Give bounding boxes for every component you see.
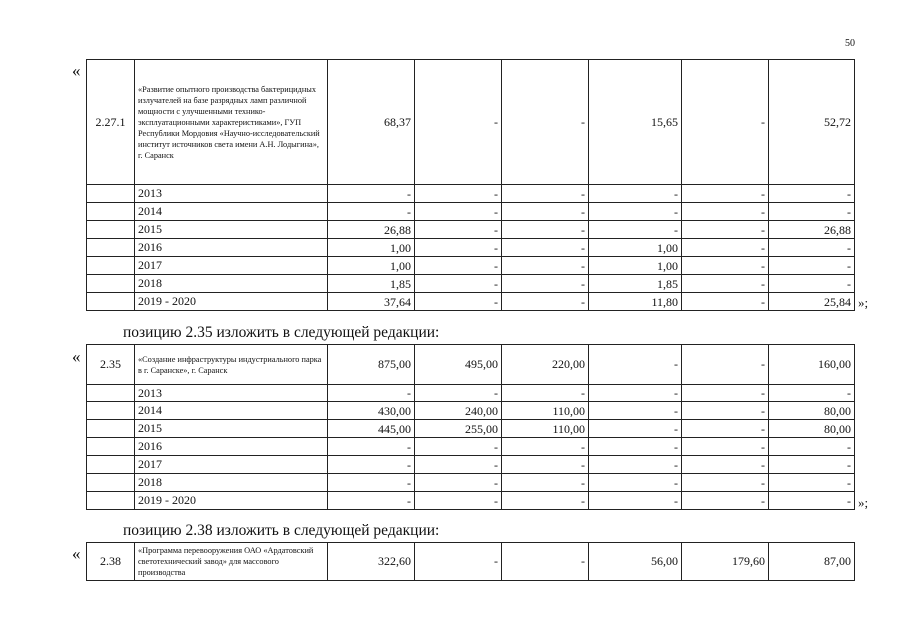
quote-open-3: « xyxy=(72,544,81,563)
year-cell: 2016 xyxy=(135,438,328,456)
quote-open-2: « xyxy=(72,347,81,366)
item-number: 2.27.1 xyxy=(87,60,135,185)
value-cell: - xyxy=(415,203,502,221)
value-cell: 220,00 xyxy=(502,345,589,385)
value-cell: - xyxy=(328,474,415,492)
value-cell: - xyxy=(589,385,682,402)
value-cell: - xyxy=(682,257,769,275)
value-cell: - xyxy=(502,185,589,203)
value-cell: 68,37 xyxy=(328,60,415,185)
year-cell: 2014 xyxy=(135,203,328,221)
value-cell: - xyxy=(502,474,589,492)
value-cell: 179,60 xyxy=(682,543,769,581)
table-row xyxy=(87,185,855,203)
item-number: 2.38 xyxy=(87,543,135,581)
value-cell: 87,00 xyxy=(769,543,855,581)
year-cell: 2013 xyxy=(135,185,328,203)
value-cell: 1,00 xyxy=(589,257,682,275)
value-cell: 322,60 xyxy=(328,543,415,581)
quote-open-1: « xyxy=(72,61,81,80)
value-cell: 1,00 xyxy=(589,239,682,257)
value-cell: - xyxy=(328,456,415,474)
value-cell: - xyxy=(502,438,589,456)
value-cell: - xyxy=(502,492,589,510)
value-cell: - xyxy=(502,221,589,239)
value-cell: - xyxy=(682,345,769,385)
value-cell: 26,88 xyxy=(328,221,415,239)
value-cell: 52,72 xyxy=(769,60,855,185)
value-cell: - xyxy=(682,385,769,402)
value-cell: - xyxy=(415,474,502,492)
value-cell: - xyxy=(502,293,589,311)
table-row xyxy=(87,239,855,257)
value-cell: - xyxy=(415,293,502,311)
table-row xyxy=(87,257,855,275)
value-cell: - xyxy=(415,185,502,203)
value-cell: 26,88 xyxy=(769,221,855,239)
value-cell: 875,00 xyxy=(328,345,415,385)
value-cell: - xyxy=(415,275,502,293)
value-cell: - xyxy=(502,239,589,257)
item-description: «Программа перевооружения ОАО «Ардатовский светотехнический завод» для массового производства xyxy=(135,543,328,581)
value-cell: - xyxy=(769,456,855,474)
year-cell: 2018 xyxy=(135,474,328,492)
table-row xyxy=(87,275,855,293)
value-cell: 15,65 xyxy=(589,60,682,185)
value-cell: 80,00 xyxy=(769,420,855,438)
value-cell: 495,00 xyxy=(415,345,502,385)
value-cell: - xyxy=(682,60,769,185)
value-cell: - xyxy=(328,492,415,510)
value-cell: 110,00 xyxy=(502,402,589,420)
item-description: «Создание инфраструктуры индустриального парка в г. Саранске», г. Саранск xyxy=(135,345,328,385)
value-cell: - xyxy=(502,543,589,581)
table-row xyxy=(87,492,855,510)
value-cell: - xyxy=(589,221,682,239)
value-cell: - xyxy=(769,385,855,402)
value-cell: - xyxy=(589,438,682,456)
year-cell: 2014 xyxy=(135,402,328,420)
table-row xyxy=(87,203,855,221)
value-cell: - xyxy=(502,60,589,185)
item-description: «Развитие опытного производства бактерицидных излучателей на базе разрядных ламп различной мощности с улучшенными технико-эксплуатационными характеристиками», ГУП Республики Мордовия «Научно-исследовательский институт источников света имени А.Н. Лодыгина», г. Саранск xyxy=(135,60,328,185)
value-cell: 445,00 xyxy=(328,420,415,438)
value-cell: - xyxy=(502,456,589,474)
value-cell: - xyxy=(589,420,682,438)
value-cell: - xyxy=(769,438,855,456)
value-cell: - xyxy=(415,543,502,581)
value-cell: 11,80 xyxy=(589,293,682,311)
value-cell: 160,00 xyxy=(769,345,855,385)
value-cell: 1,00 xyxy=(328,239,415,257)
value-cell: - xyxy=(769,257,855,275)
table-2-38 xyxy=(86,542,855,581)
value-cell: - xyxy=(589,402,682,420)
value-cell: - xyxy=(328,438,415,456)
value-cell: - xyxy=(589,203,682,221)
table-row xyxy=(87,474,855,492)
value-cell: 430,00 xyxy=(328,402,415,420)
value-cell: - xyxy=(682,221,769,239)
heading-2-38: позицию 2.38 изложить в следующей редакции: xyxy=(123,522,440,539)
year-cell: 2013 xyxy=(135,385,328,402)
table-row-main xyxy=(87,60,855,185)
value-cell: - xyxy=(589,492,682,510)
heading-2-35: позицию 2.35 изложить в следующей редакции: xyxy=(123,324,440,341)
value-cell: - xyxy=(589,185,682,203)
value-cell: - xyxy=(415,257,502,275)
value-cell: - xyxy=(589,345,682,385)
value-cell: - xyxy=(502,203,589,221)
value-cell: 37,64 xyxy=(328,293,415,311)
value-cell: - xyxy=(415,492,502,510)
value-cell: - xyxy=(415,239,502,257)
value-cell: 1,00 xyxy=(328,257,415,275)
value-cell: - xyxy=(415,221,502,239)
table-row-main xyxy=(87,345,855,385)
value-cell: - xyxy=(682,185,769,203)
value-cell: - xyxy=(415,60,502,185)
value-cell: - xyxy=(682,492,769,510)
value-cell: 80,00 xyxy=(769,402,855,420)
table-row xyxy=(87,221,855,239)
value-cell: - xyxy=(682,420,769,438)
table-row xyxy=(87,438,855,456)
year-cell: 2019 - 2020 xyxy=(135,492,328,510)
table-row xyxy=(87,456,855,474)
value-cell: 110,00 xyxy=(502,420,589,438)
quote-close-1: »; xyxy=(858,295,869,310)
value-cell: - xyxy=(502,275,589,293)
value-cell: - xyxy=(328,203,415,221)
value-cell: - xyxy=(682,275,769,293)
value-cell: - xyxy=(769,492,855,510)
table-2-27-1 xyxy=(86,59,855,311)
table-row xyxy=(87,402,855,420)
table-2-35 xyxy=(86,344,855,510)
value-cell: - xyxy=(502,385,589,402)
value-cell: 1,85 xyxy=(328,275,415,293)
value-cell: - xyxy=(682,438,769,456)
value-cell: 255,00 xyxy=(415,420,502,438)
year-cell: 2016 xyxy=(135,239,328,257)
value-cell: 240,00 xyxy=(415,402,502,420)
value-cell: - xyxy=(682,402,769,420)
year-cell: 2019 - 2020 xyxy=(135,293,328,311)
table-row xyxy=(87,293,855,311)
value-cell: 25,84 xyxy=(769,293,855,311)
year-cell: 2015 xyxy=(135,221,328,239)
value-cell: - xyxy=(769,185,855,203)
year-cell: 2015 xyxy=(135,420,328,438)
value-cell: - xyxy=(589,474,682,492)
value-cell: - xyxy=(682,293,769,311)
table-row xyxy=(87,385,855,402)
table-row-main xyxy=(87,543,855,581)
value-cell: - xyxy=(769,203,855,221)
value-cell: 1,85 xyxy=(589,275,682,293)
value-cell: - xyxy=(589,456,682,474)
page-number: 50 xyxy=(845,38,855,49)
value-cell: - xyxy=(682,203,769,221)
value-cell: - xyxy=(682,239,769,257)
value-cell: - xyxy=(415,385,502,402)
value-cell: - xyxy=(502,257,589,275)
year-cell: 2018 xyxy=(135,275,328,293)
value-cell: - xyxy=(769,474,855,492)
value-cell: - xyxy=(769,275,855,293)
value-cell: - xyxy=(415,456,502,474)
item-number: 2.35 xyxy=(87,345,135,385)
value-cell: - xyxy=(328,185,415,203)
value-cell: - xyxy=(682,456,769,474)
value-cell: - xyxy=(328,385,415,402)
year-cell: 2017 xyxy=(135,257,328,275)
value-cell: - xyxy=(682,474,769,492)
value-cell: - xyxy=(769,239,855,257)
value-cell: 56,00 xyxy=(589,543,682,581)
quote-close-2: »; xyxy=(858,495,869,510)
year-cell: 2017 xyxy=(135,456,328,474)
table-row xyxy=(87,420,855,438)
value-cell: - xyxy=(415,438,502,456)
